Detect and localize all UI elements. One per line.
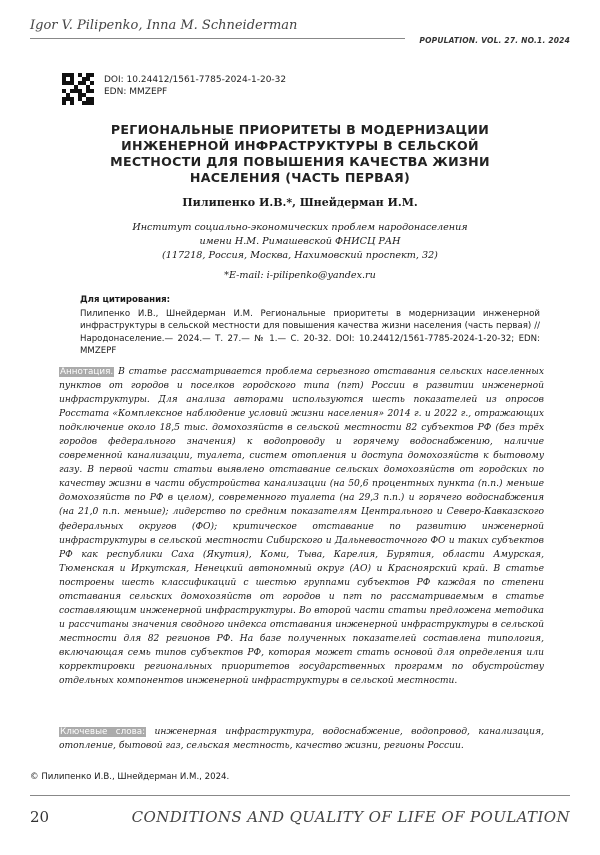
copyright-notice: © Пилипенко И.В., Шнейдерман И.М., 2024. bbox=[30, 772, 230, 782]
affiliation-line-2: имени Н.М. Римашевской ФНИСЦ РАН bbox=[199, 236, 401, 247]
footer-journal: CONDITIONS AND QUALITY OF LIFE OF POULATION bbox=[131, 808, 570, 826]
affiliation bbox=[80, 221, 520, 263]
abstract-text: В статье рассматривается проблема серьезного отставания сельских населенных пунктов от городов и поселков городского типа (пгт) России в развитии инженерной инфраструктуры. Для анализа авторами используются шесть показателей из опросов Росстата «Комплексное наблюдение условий жизни населения» 2014 г. и 2022 г., отражающих подключение около 18,5 тыс. домохозяйств в сельской местности 82 субъектов РФ (без трёх городов федерального значения) к водопроводу и горячему водоснабжению, наличие современной канализации, туалета, систем отопления и доступа домохозяйств к бытовому газу. В первой части статьи выявлено отставание сельских домохозяйств от городских по качеству жизни в части обустройства канализации (на 50,6 процентных пункта (п.п.) меньше домохозяйств по РФ в целом), современного туалета (на 29,3 п.п.) и горячего водоснабжения (на 21,0 п.п. меньше); лидерство по средним показателям Центрального и Северо-Кавказского федеральных округов (ФО); критическое отставание по развитию инженерной инфраструктуры в сельской местности Сибирского и Дальневосточного ФО и таких субъектов РФ как республики Саха (Якутия), Коми, Тыва, Карелия, Бурятия, области Амурская, Тюменская и Иркутская, Ненецкий автономный округ (АО) и Красноярский край. В статье построены шесть классификаций с шестью группами субъектов РФ каждая по степени отставания сельских домохозяйств от городов и пгт по рассматриваемым в статье составляющим инженерной инфраструктуры. Во второй части статьи предложена методика и рассчитаны значения сводного индекса отставания инженерной инфраструктуры в сельской местности для 82 регионов РФ. На базе полученных показателей составлена типология, включающая семь типов субъектов РФ, которая может стать основой для определения или корректировки региональных приоритетов государственных программ по обустройству отдельных компонентов инженерной инфраструктуры в сельской местности. bbox=[59, 367, 545, 687]
page-number: 20 bbox=[30, 808, 50, 826]
doi-block bbox=[104, 74, 286, 98]
affiliation-line-3: (117218, Россия, Москва, Нахимовский проспект, 32) bbox=[162, 250, 438, 261]
keywords-text: инженерная инфраструктура, водоснабжение, водопровод, канализация, отопление, бытовой газ, сельская местность, качество жизни, регионы России. bbox=[59, 727, 544, 752]
qr-code-icon bbox=[62, 73, 94, 105]
keywords bbox=[59, 725, 544, 753]
affiliation-line-1: Институт социально-экономических проблем народонаселения bbox=[132, 222, 468, 233]
citation-text: Пилипенко И.В., Шнейдерман И.М. Региональные приоритеты в модернизации инженерной инфраструктуры в сельской местности для повышения качества жизни населения (часть первая) // Народонаселение.— 2024.— Т. 27.— № 1.— С. 20-32. DOI: 10.24412/1561-7785-2024-1-20-32; EDN: MMZEPF bbox=[80, 309, 540, 356]
article-title: РЕГИОНАЛЬНЫЕ ПРИОРИТЕТЫ В МОДЕРНИЗАЦИИ ИНЖЕНЕРНОЙ ИНФРАСТРУКТУРЫ В СЕЛЬСКОЙ МЕСТНОСТИ ДЛЯ ПОВЫШЕНИЯ КАЧЕСТВА ЖИЗНИ НАСЕЛЕНИЯ (ЧАСТЬ ПЕРВАЯ) bbox=[110, 122, 490, 185]
keywords-label: Ключевые слова: bbox=[60, 727, 146, 737]
edn-text: EDN: MMZEPF bbox=[104, 87, 168, 97]
abstract-label: Аннотация. bbox=[60, 367, 114, 377]
footer-rule bbox=[30, 795, 570, 796]
doi-text[interactable]: DOI: 10.24412/1561-7785-2024-1-20-32 bbox=[104, 75, 287, 85]
header-rule bbox=[30, 38, 405, 39]
abstract bbox=[59, 365, 544, 688]
header-journal: POPULATION. VOL. 27. NO.1. 2024 bbox=[419, 36, 570, 45]
article-authors: Пилипенко И.В.*, Шнейдерман И.М. bbox=[182, 196, 418, 209]
running-header bbox=[30, 18, 570, 45]
author-email[interactable]: *E-mail: i-pilipenko@yandex.ru bbox=[224, 270, 376, 281]
citation-label: Для цитирования: bbox=[80, 295, 171, 305]
header-authors: Igor V. Pilipenko, Inna M. Schneiderman bbox=[30, 18, 298, 33]
